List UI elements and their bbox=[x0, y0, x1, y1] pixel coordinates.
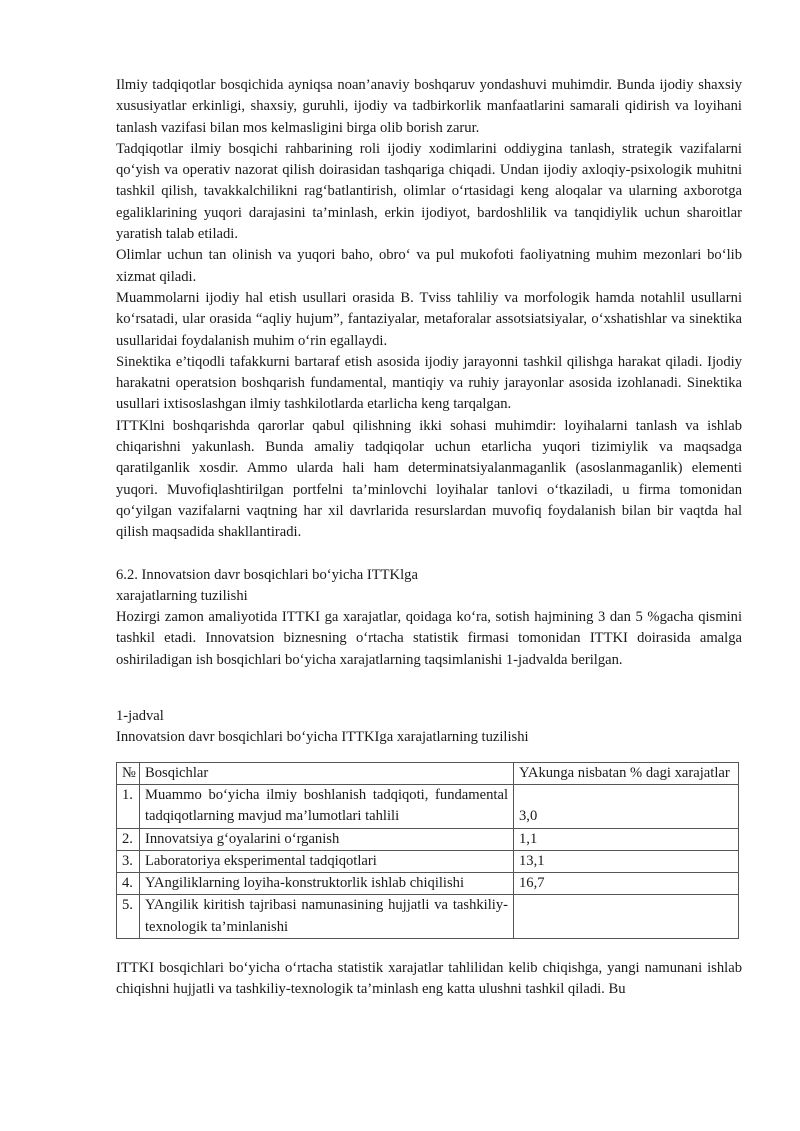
row-stage: YAngiliklarning loyiha-konstruktorlik ishlab chiqilishi bbox=[140, 873, 514, 895]
row-stage: Muammo bo‘yicha ilmiy boshlanish tadqiqoti, fundamental tadqiqotlarning mavjud ma’lumotlari tahlili bbox=[140, 784, 514, 828]
table-row bbox=[117, 873, 739, 895]
table-row bbox=[117, 895, 739, 939]
row-num: 5. bbox=[117, 895, 140, 939]
row-stage: Laboratoriya eksperimental tadqiqotlari bbox=[140, 850, 514, 872]
header-stage: Bosqichlar bbox=[140, 762, 514, 784]
table-row bbox=[117, 828, 739, 850]
table-row bbox=[117, 784, 739, 828]
section-heading-line2: xarajatlarning tuzilishi bbox=[116, 587, 248, 604]
row-value: 16,7 bbox=[514, 873, 739, 895]
paragraph-rahbar-roli: Tadqiqotlar ilmiy bosqichi rahbarining roli ijodiy xodimlarini oddiygina tanlash, strategik vazifalarni qo‘yish va operativ nazorat qilish doirasidan tashqariga chiqadi. Undan ijodiy axloqiy-psixologik muhitni tashkil qilish, tavakkalchilikni rag‘batlantirish, olimlar o‘rtasidagi keng aloqalar va ularning axborotga egaliklarining yuqori darajasini ta’minlash, erkin ijodiyot, bardoshlilik va tanqidiylik uchun sharoitlar yaratish talab etiladi. bbox=[116, 140, 742, 243]
row-num: 1. bbox=[117, 784, 140, 828]
cost-structure-table bbox=[116, 762, 739, 939]
paragraph-ittkl-boshqarish: ITTKlni boshqarishda qarorlar qabul qilishning ikki sohasi muhimdir: loyihalarni tanlash va ishlab chiqarishni yakunlash. Bunda amaliy tadqiqolar uchun etarlicha yuqori tizimiylik va maqsadga qaratilganlik xosdir. Ammo ularda hali ham determinatsiyalanmaganlik (asoslanmaganlik) elementi yuqori. Muvofiqlashtirilgan portfelni ta’minlovchi loyihalar tanlovi o‘tkaziladi, u firma tomonidan qo‘yilgan vazifalarni vaqtning har xil davrlarida resurslardan muvofiq foydalanish bilan bir vaqtda hal qilish maqsadida shakllantiradi. bbox=[116, 417, 742, 541]
paragraph-olimlar-mukofoti: Olimlar uchun tan olinish va yuqori baho, obro‘ va pul mukofoti faoliyatning muhim mezonlari bo‘lib xizmat qiladi. bbox=[116, 247, 742, 285]
table-label: 1-jadval bbox=[116, 708, 164, 725]
paragraph-sinektika: Sinektika e’tiqodli tafakkurni bartaraf etish asosida ijodiy jarayonni tashkil qilishga harakat qiladi. Ijodiy harakatni operatsion boshqarish fundamental, mantiqiy va ruhiy jarayonlar asosida izohlanadi. Sinektika usullari ixtisoslashgan ilmiy tashkilotlarda etarlicha keng tarqalgan. bbox=[116, 353, 742, 413]
table-caption: Innovatsion davr bosqichlari bo‘yicha ITTKIga xarajatlarning tuzilishi bbox=[116, 729, 529, 746]
paragraph-ittki-tahlil: ITTKI bosqichlari bo‘yicha o‘rtacha statistik xarajatlar tahlilidan kelib chiqishga, yangi namunani ishlab chiqishni hujjatli va tashkiliy-texnologik ta’minlash eng katta ulushni tashkil qiladi. Bu bbox=[116, 959, 742, 998]
header-percent: YAkunga nisbatan % dagi xarajatlar bbox=[514, 762, 739, 784]
row-stage: YAngilik kiritish tajribasi namunasining hujjatli va tashkiliy-texnologik ta’minlanishi bbox=[140, 895, 514, 939]
table-row bbox=[117, 850, 739, 872]
section-heading-line1: 6.2. Innovatsion davr bosqichlari bo‘yicha ITTKlga bbox=[116, 566, 418, 583]
row-value: 3,0 bbox=[514, 784, 739, 828]
row-value: 1,1 bbox=[514, 828, 739, 850]
table-header-row bbox=[117, 762, 739, 784]
paragraph-ilmiy-tadqiqotlar: Ilmiy tadqiqotlar bosqichida ayniqsa noan’anaviy boshqaruv yondashuvi muhimdir. Bunda ijodiy shaxsiy xususiyatlar erkinligi, shaxsiy, guruhli, ijodiy va tadbirkorlik manfaatlarini samarali qidirish va loyihani tanlash vazifasi bilan mos kelmasligini birga olib borish zarur. bbox=[116, 77, 742, 136]
paragraph-muammolarni-hal-etish: Muammolarni ijodiy hal etish usullari orasida B. Tviss tahliliy va morfologik hamda notahlil usullarni ko‘rsatadi, ular orasida “aqliy hujum”, fantaziyalar, metaforalar assotsiatsiyalar, o‘xshatishlar va sinektika usullaridai foydalanish muhim o‘rin egallaydi. bbox=[116, 289, 742, 349]
row-num: 3. bbox=[117, 850, 140, 872]
spacer bbox=[116, 544, 742, 565]
page-content bbox=[116, 75, 742, 1001]
row-stage: Innovatsiya g‘oyalarini o‘rganish bbox=[140, 828, 514, 850]
spacer bbox=[116, 671, 742, 706]
paragraph-hozirgi-zamon: Hozirgi zamon amaliyotida ITTKI ga xarajatlar, qoidaga ko‘ra, sotish hajmining 3 dan 5 %gacha qismini tashkil etadi. Innovatsion biznesning o‘rtacha statistik firmasi tomonidan ITTKI doirasida amalga oshiriladigan ish bosqichlari bo‘yicha xarajatlarning taqsimlanishi 1-jadvalda berilgan. bbox=[116, 609, 742, 668]
header-num: № bbox=[117, 762, 140, 784]
row-num: 4. bbox=[117, 873, 140, 895]
row-value: 13,1 bbox=[514, 850, 739, 872]
row-num: 2. bbox=[117, 828, 140, 850]
row-value bbox=[514, 895, 739, 939]
